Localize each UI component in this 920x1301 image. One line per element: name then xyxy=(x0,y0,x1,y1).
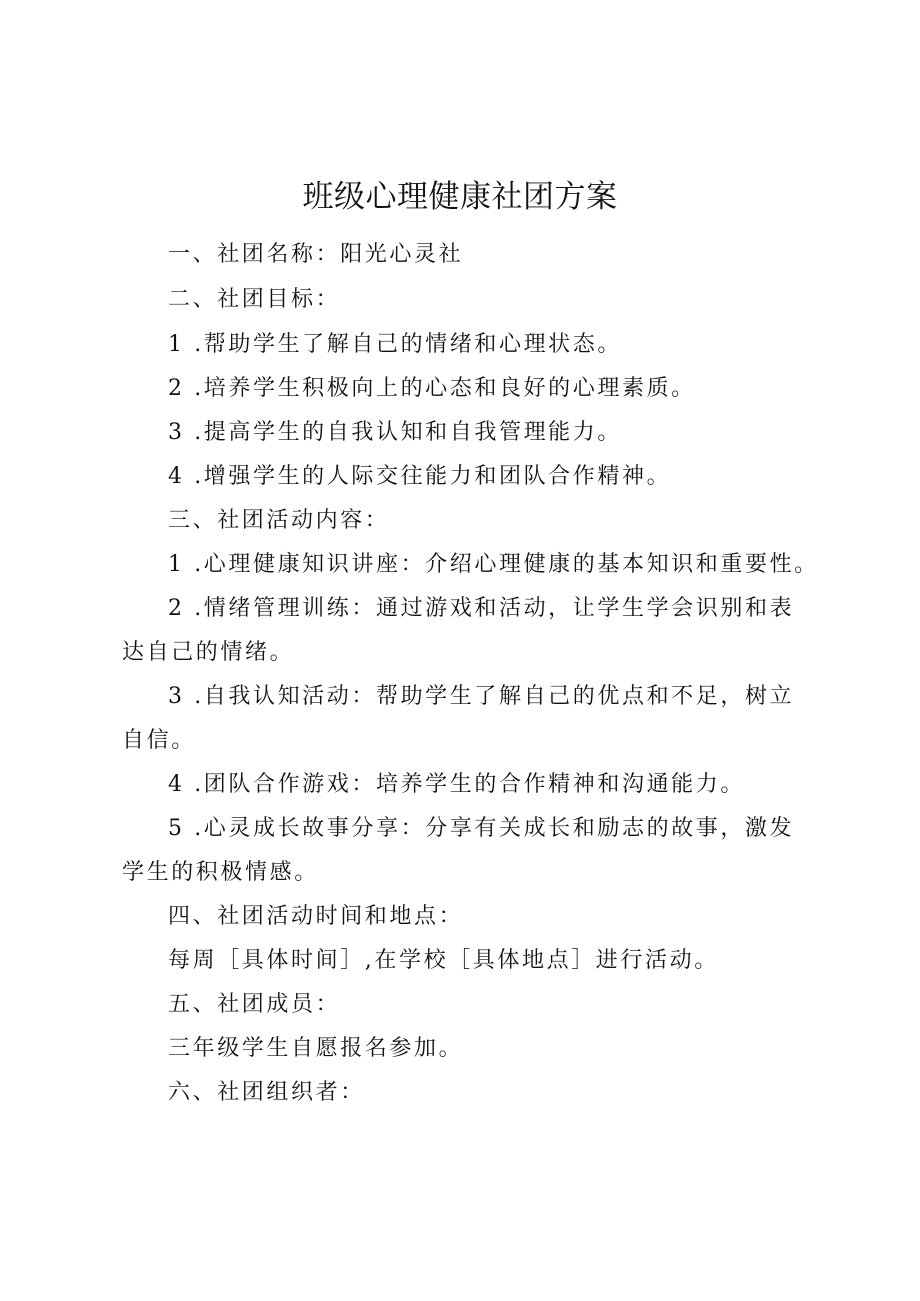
section-heading-members: 五、社团成员： xyxy=(168,992,341,1017)
activity-item-3: 3 .自我认知活动：帮助学生了解自己的优点和不足，树立自信。 xyxy=(122,684,795,753)
activity-item-5: 5 .心灵成长故事分享：分享有关成长和励志的故事，激发学生的积极情感。 xyxy=(122,816,795,885)
activity-item-2: 2 .情绪管理训练：通过游戏和活动，让学生学会识别和表达自己的情绪。 xyxy=(122,596,795,665)
goal-item-2: 2 .培养学生积极向上的心态和良好的心理素质。 xyxy=(168,376,696,401)
activity-item-4: 4 .团队合作游戏：培养学生的合作精神和沟通能力。 xyxy=(168,772,745,797)
section-heading-organizers: 六、社团组织者： xyxy=(168,1080,365,1105)
section-heading-time-place: 四、社团活动时间和地点： xyxy=(168,904,464,929)
document-title: 班级心理健康社团方案 xyxy=(302,179,618,215)
goal-item-1: 1 .帮助学生了解自己的情绪和心理状态。 xyxy=(168,332,622,357)
goal-item-3: 3 .提高学生的自我认知和自我管理能力。 xyxy=(168,420,622,445)
section-heading-activities: 三、社团活动内容： xyxy=(168,508,390,533)
activity-item-1: 1 .心理健康知识讲座：介绍心理健康的基本知识和重要性。 xyxy=(168,552,819,577)
time-place-text: 每周［具体时间］,在学校［具体地点］进行活动。 xyxy=(168,948,719,973)
section-heading-name: 一、社团名称：阳光心灵社 xyxy=(168,242,464,267)
goal-item-4: 4 .增强学生的人际交往能力和团队合作精神。 xyxy=(168,464,672,489)
members-text: 三年级学生自愿报名参加。 xyxy=(168,1036,464,1061)
section-heading-goals: 二、社团目标： xyxy=(168,287,341,312)
